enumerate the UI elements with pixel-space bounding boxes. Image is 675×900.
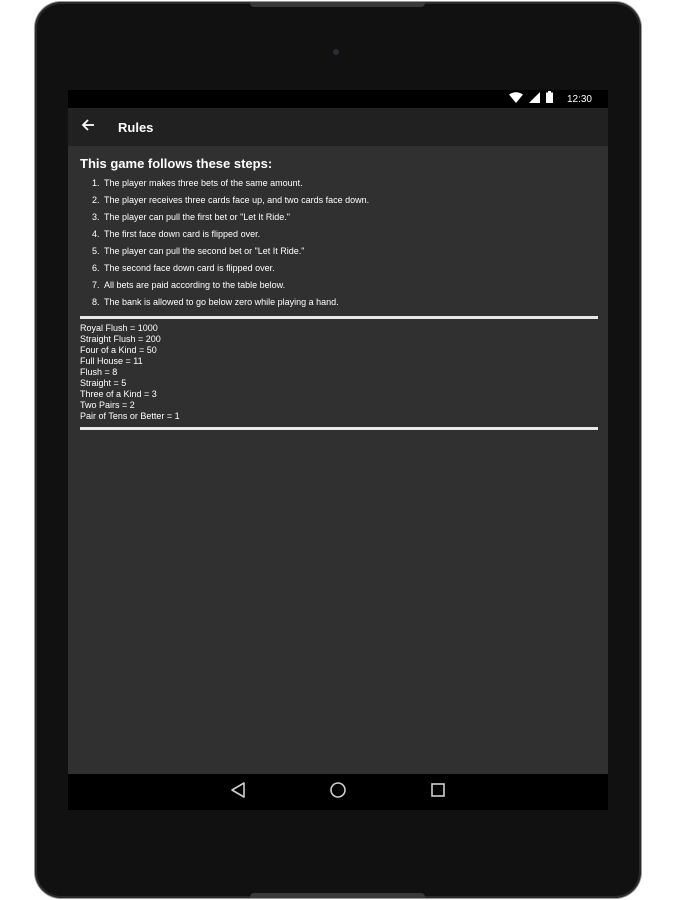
rule-step: 1. The player makes three bets of the same amount.	[102, 175, 598, 192]
signal-icon	[529, 90, 540, 108]
rule-step: 6. The second face down card is flipped over.	[102, 260, 598, 277]
nav-back-button[interactable]	[223, 777, 253, 807]
rule-step: 3. The player can pull the first bet or "Let It Ride."	[102, 209, 598, 226]
back-button[interactable]	[68, 108, 108, 146]
app-bar	[68, 108, 608, 146]
device-bottom-edge	[250, 893, 425, 898]
payout-row: Four of a Kind = 50	[80, 345, 157, 355]
rules-steps-list	[80, 175, 598, 311]
payout-table	[80, 323, 598, 422]
page-title: Rules	[118, 119, 154, 135]
device-top-edge	[250, 2, 425, 7]
wifi-icon	[509, 90, 523, 108]
arrow-back-icon	[81, 118, 95, 137]
rule-step: 4. The first face down card is flipped over.	[102, 226, 598, 243]
payout-row: Three of a Kind = 3	[80, 389, 157, 399]
front-camera	[333, 49, 339, 55]
rule-step: 8. The bank is allowed to go below zero while playing a hand.	[102, 294, 598, 311]
nav-home-button[interactable]	[323, 777, 353, 807]
status-time: 12:30	[566, 93, 592, 105]
payout-row: Straight Flush = 200	[80, 334, 161, 344]
divider-bottom	[80, 427, 598, 430]
rule-step: 5. The player can pull the second bet or "Let It Ride."	[102, 243, 598, 260]
system-nav-bar	[68, 774, 608, 810]
rules-content	[80, 156, 598, 434]
rules-heading: This game follows these steps:	[80, 156, 273, 171]
nav-recents-icon	[430, 782, 446, 803]
nav-back-icon	[229, 781, 247, 804]
rule-step: 2. The player receives three cards face up, and two cards face down.	[102, 192, 598, 209]
divider-top	[80, 316, 598, 319]
payout-row: Flush = 8	[80, 367, 118, 377]
battery-icon	[546, 90, 553, 108]
rule-step: 7. All bets are paid according to the table below.	[102, 277, 598, 294]
status-icons	[509, 92, 592, 106]
status-bar	[68, 90, 608, 108]
payout-row: Straight = 5	[80, 378, 127, 388]
payout-row: Pair of Tens or Better = 1	[80, 411, 180, 421]
nav-recents-button[interactable]	[423, 777, 453, 807]
nav-home-icon	[329, 781, 347, 804]
payout-row: Full House = 11	[80, 356, 143, 366]
device-screen	[68, 90, 608, 810]
payout-row: Two Pairs = 2	[80, 400, 135, 410]
payout-row: Royal Flush = 1000	[80, 323, 158, 333]
